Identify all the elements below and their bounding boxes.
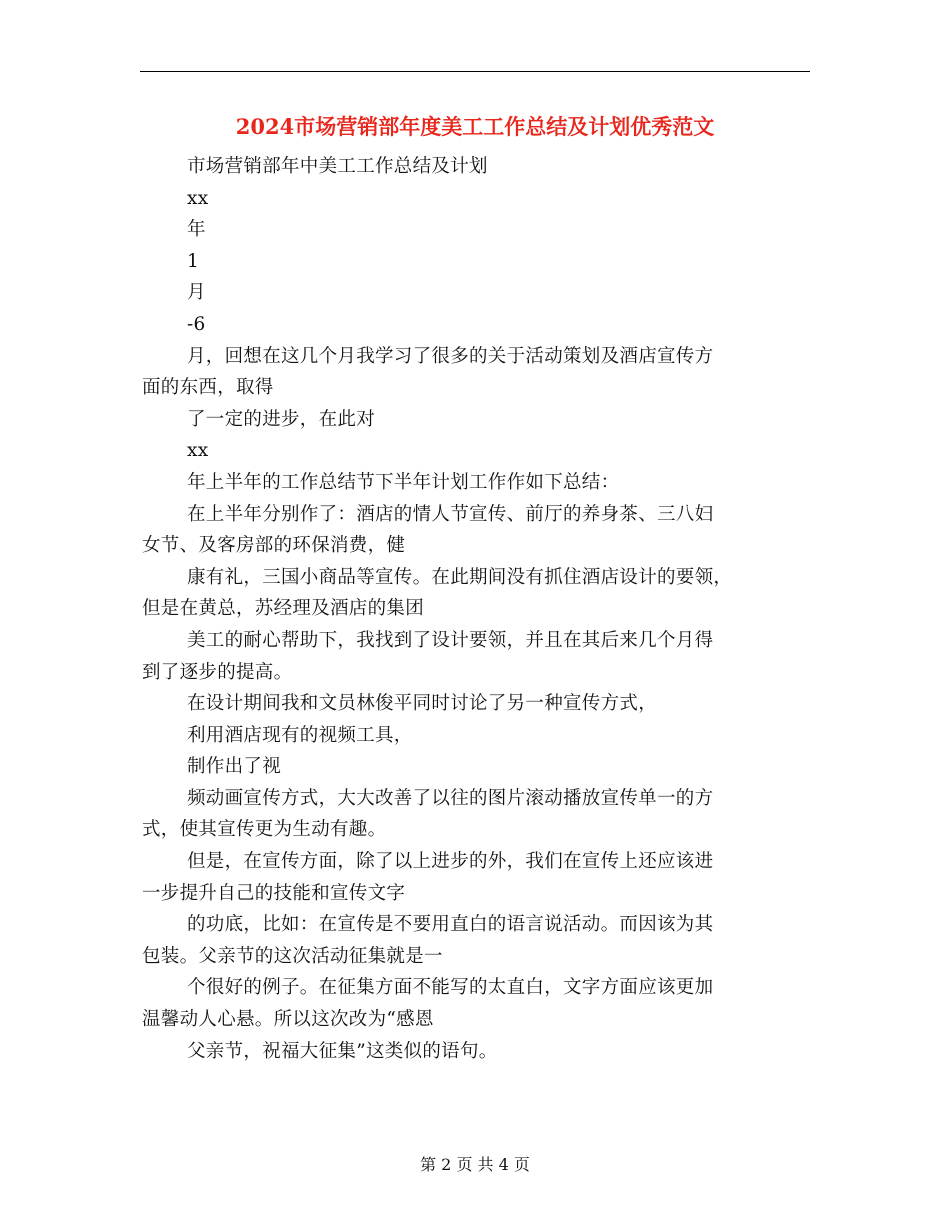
body-line: 父亲节，祝福大征集”这类似的语句。 <box>187 1040 498 1062</box>
body-line: 频动画宣传方式，大大改善了以往的图片滚动播放宣传单一的方 <box>187 787 714 809</box>
body-line: 到了逐步的提高。 <box>142 661 293 683</box>
body-line: 月，回想在这几个月我学习了很多的关于活动策划及酒店宣传方 <box>187 345 714 367</box>
body-line: 式，使其宣传更为生动有趣。 <box>142 819 387 841</box>
body-line: 1 <box>187 250 200 272</box>
body-line: 个很好的例子。在征集方面不能写的太直白，文字方面应该更加 <box>187 977 714 999</box>
page-number-footer: 第 2 页 共 4 页 <box>420 1155 530 1174</box>
body-line: 但是在黄总，苏经理及酒店的集团 <box>142 598 425 620</box>
body-line: 月 <box>187 282 206 304</box>
body-line: 但是，在宣传方面，除了以上进步的外，我们在宣传上还应该进 <box>187 851 714 873</box>
body-line: 美工的耐心帮助下，我找到了设计要领，并且在其后来几个月得 <box>187 629 714 651</box>
body-line: 了一定的进步，在此对 <box>187 408 376 430</box>
body-line: 年上半年的工作总结节下半年计划工作作如下总结： <box>187 471 620 493</box>
body-line: 制作出了视 <box>187 756 282 778</box>
body-line: 一步提升自己的技能和宣传文字 <box>142 882 406 904</box>
body-line: -6 <box>187 313 206 335</box>
body-line: 康有礼，三国小商品等宣传。在此期间没有抓住酒店设计的要领， <box>187 566 733 588</box>
body-line: 温馨动人心悬。所以这次改为“感恩 <box>142 1009 434 1031</box>
body-line: 利用酒店现有的视频工具， <box>187 724 413 746</box>
body-line: 面的东西，取得 <box>142 377 274 399</box>
body-line: 年 <box>187 219 206 241</box>
body-line: 包装。父亲节的这次活动征集就是一 <box>142 945 443 967</box>
body-line: xx <box>187 440 209 462</box>
body-line: 市场营销部年中美工工作总结及计划 <box>187 156 488 177</box>
body-line: 的功底，比如：在宣传是不要用直白的语言说活动。而因该为其 <box>187 914 714 936</box>
document-title: 2024市场营销部年度美工工作总结及计划优秀范文 <box>235 114 715 139</box>
header-rule <box>140 71 810 72</box>
body-line: 在设计期间我和文员林俊平同时讨论了另一种宣传方式， <box>187 693 658 715</box>
body-line: 女节、及客房部的环保消费，健 <box>142 535 406 557</box>
body-line: 在上半年分别作了：酒店的情人节宣传、前厅的养身茶、三八妇 <box>187 503 714 525</box>
body-line: xx <box>187 187 209 209</box>
document-body <box>142 151 810 1067</box>
